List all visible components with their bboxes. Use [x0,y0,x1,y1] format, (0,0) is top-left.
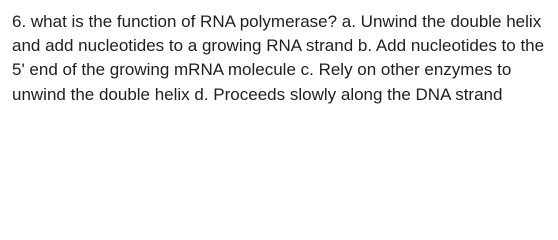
question-text: 6. what is the function of RNA polymerase? a. Unwind the double helix and add nucleotides to a growing RNA strand b. Add nucleotides to the 5' end of the growing mRNA molecule c. Rely on other enzymes to unwind the double helix d. Proceeds slowly along the DNA strand [12,12,545,104]
